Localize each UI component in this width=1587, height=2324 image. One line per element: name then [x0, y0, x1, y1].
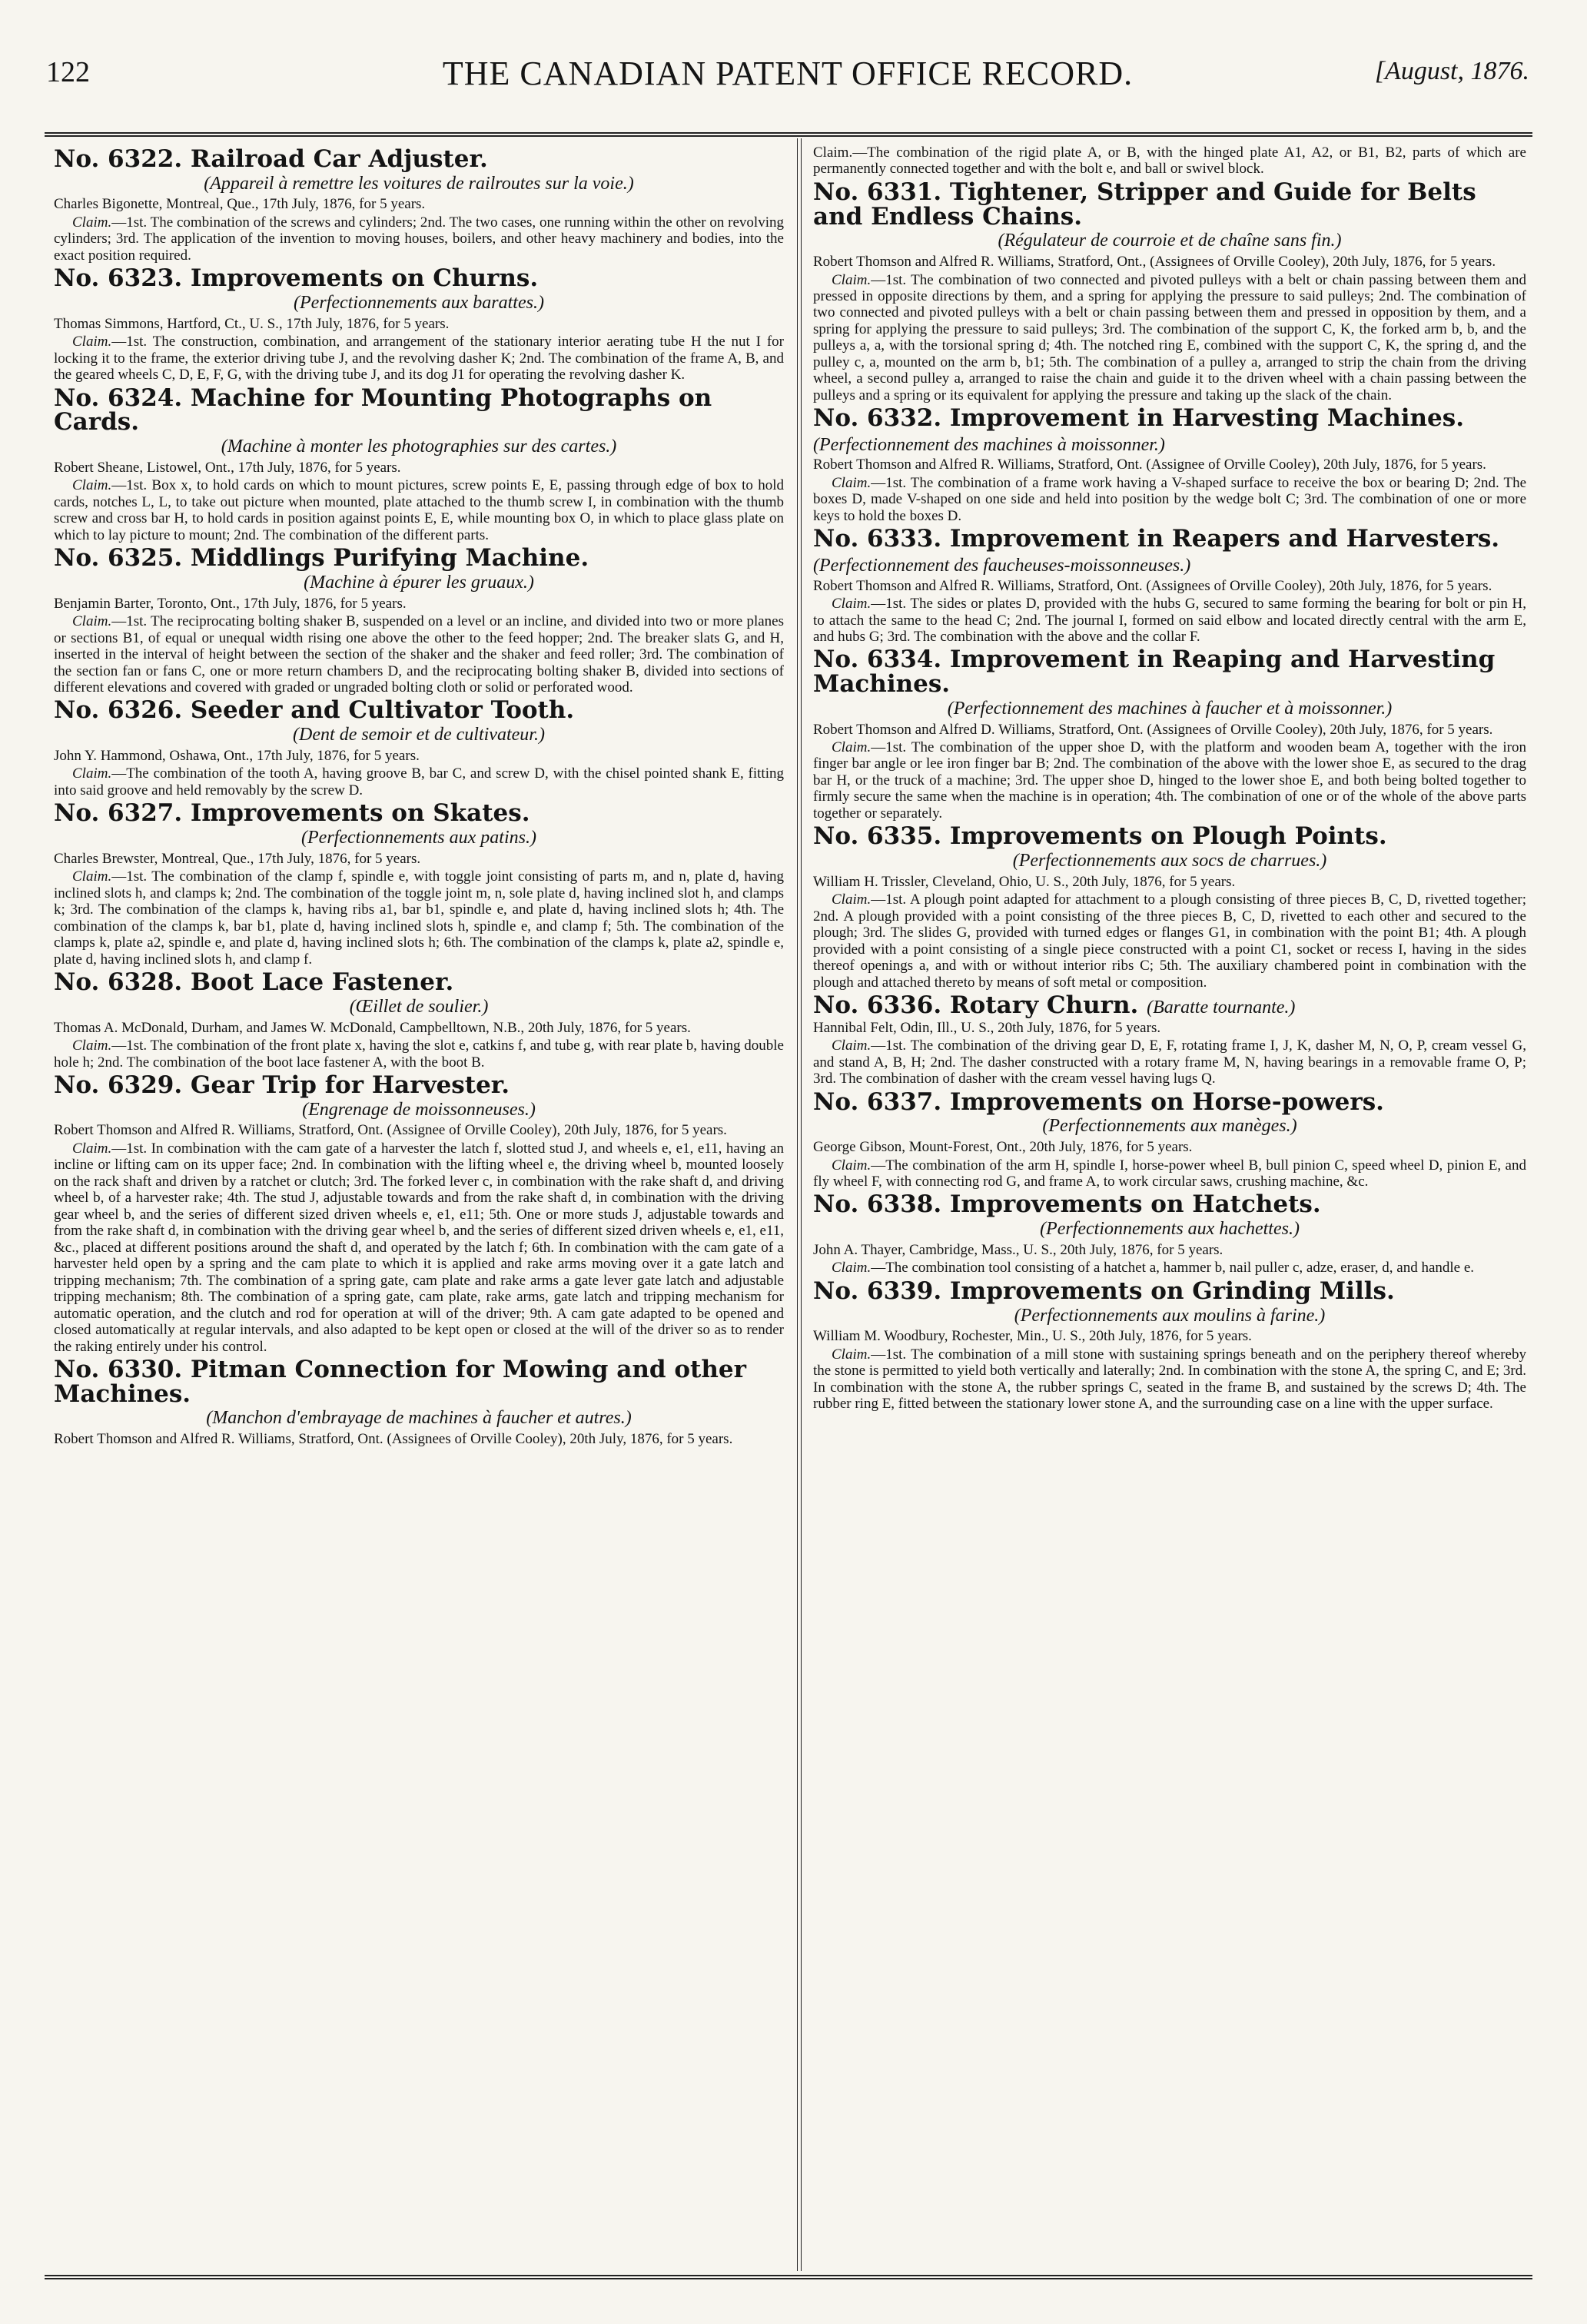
- claim-text: —1st. The combination of the upper shoe D, with the platform and wooden beam A, together with the iron finger bar angle or lee iron finger bar B; 2nd. The combination of the above with the lower shoe E, as secured to the drag bar H, or the truck of a machine; 3rd. The upper shoe D, hinged to the lower shoe E, and both being bolted together to firmly secure the same when the machine is in operation; 4th. The combination of one or of the whole of the above parts together or separately.: [813, 739, 1526, 822]
- patentee-line: Charles Brewster, Montreal, Que., 17th July, 1876, for 5 years.: [54, 850, 421, 867]
- claim-paragraph: [813, 1157, 1526, 1190]
- claim-paragraph: [813, 272, 1526, 404]
- invention-name: Gear Trip for Harvester.: [190, 1071, 510, 1099]
- patent-entry: [54, 1071, 784, 1355]
- claim-paragraph: [813, 739, 1526, 822]
- claim-label: Claim.: [832, 891, 872, 908]
- patent-entry: [813, 527, 1526, 645]
- claim-paragraph: [813, 596, 1526, 645]
- invention-name: Improvements on Hatchets.: [949, 1190, 1321, 1219]
- patentee-line: Hannibal Felt, Odin, Ill., U. S., 20th July, 1876, for 5 years.: [813, 1019, 1161, 1036]
- patent-entry: [813, 404, 1526, 524]
- claim-paragraph: [813, 475, 1526, 524]
- claim-paragraph: [54, 477, 784, 543]
- patentee-line: John Y. Hammond, Oshawa, Ont., 17th July, 1876, for 5 years.: [54, 747, 420, 764]
- entry-title: [813, 1277, 1526, 1305]
- claim-label: Claim.: [832, 1346, 872, 1363]
- patent-number: No. 6324.: [54, 383, 183, 412]
- french-title: (Dent de semoir et de cultivateur.): [293, 725, 545, 745]
- entry-title: [54, 1358, 784, 1406]
- claim-paragraph: [54, 214, 784, 264]
- invention-name: Improvement in Harvesting Machines.: [949, 404, 1465, 433]
- patent-entry: [54, 1358, 784, 1448]
- patent-entry: [813, 1087, 1526, 1190]
- entry-title: [54, 968, 784, 997]
- invention-name: Rotary Churn.: [949, 991, 1139, 1020]
- french-title: (Machine à monter les photographies sur des cartes.): [221, 436, 617, 456]
- entry-title: [813, 822, 1526, 851]
- french-title: (Machine à épurer les gruaux.): [304, 572, 534, 593]
- right-column: [813, 144, 1526, 2266]
- entry-title: [813, 646, 1526, 699]
- patent-number: No. 6330.: [54, 1356, 183, 1384]
- claim-label: Claim.: [832, 596, 872, 613]
- claim-text: —1st. The reciprocating bolting shaker B, suspended on a level or an incline, and divided into two or more planes or sections B1, of equal or unequal width rising one above the other to the feed hopper; 2nd. The breaker slats G, and H, inserted in the interval of height between the section of the shaker and the shaker and feed roller; 3rd. The combination of the section fan or fans C, one or more return chambers D, and the reciprocating bolting shaker B, divided into sections of different elevations and covered with graded or ungraded bolting cloth or solid or perforated wood.: [54, 613, 784, 696]
- claim-paragraph: [54, 765, 784, 798]
- claim-label: Claim.: [72, 477, 112, 494]
- patentee-line: Charles Bigonette, Montreal, Que., 17th July, 1876, for 5 years.: [54, 196, 426, 213]
- invention-name: Improvement in Reapers and Harvesters.: [949, 525, 1500, 553]
- entry-title: [54, 696, 784, 725]
- patent-entry: [813, 648, 1526, 822]
- patentee-line: William H. Trissler, Cleveland, Ohio, U. S., 20th July, 1876, for 5 years.: [813, 873, 1236, 890]
- claim-text: —1st. The combination of a frame work having a V-shaped surface to receive the box or bearing D; 2nd. The boxes D, made V-shaped on one side and held into position by the wedge bolt C; 3rd. The combination of one or more keys to hold the boxes D.: [813, 474, 1526, 524]
- claim-label: Claim.: [832, 1157, 872, 1174]
- claim-paragraph: [813, 891, 1526, 991]
- french-title: (Perfectionnement des faucheuses-moissonneuses.): [813, 555, 1191, 576]
- claim-label: Claim.: [832, 739, 872, 755]
- patent-entry: [54, 546, 784, 696]
- claim-label: Claim.: [72, 868, 112, 885]
- entry-title: [813, 527, 1526, 576]
- claim-text: —1st. The combination of the front plate x, having the slot e, catkins f, and tube g, with rear plate b, having double hole h; 2nd. The combination of the boot lace fastener A, with the boot B.: [54, 1038, 784, 1071]
- patentee-line: Benjamin Barter, Toronto, Ont., 17th July, 1876, for 5 years.: [54, 595, 407, 612]
- claim-text: —1st. A plough point adapted for attachment to a plough consisting of three pieces B, C, D, rivetted together; 2nd. A plough provided with a point consisting of the three pieces B, C, D, rivetted to each other and secured to the plough; 3rd. The slides G, provided with turned edges or flanges G1, in combination with the point B1; 4th. A plough provided with a point consisting of a single piece constructed with a point C1, socket or recess I, having in the sides thereof openings a, and with or without interior ribs C; 5th. The auxiliary chambered point in combination with the plough and attached thereto by means of soft metal or composition.: [813, 891, 1526, 991]
- invention-name: Improvements on Horse-powers.: [949, 1087, 1384, 1116]
- invention-name: Improvements on Skates.: [190, 799, 530, 828]
- patent-entry: [54, 799, 784, 968]
- french-title: (Perfectionnements aux manèges.): [1042, 1116, 1297, 1137]
- french-title: (Œillet de soulier.): [349, 996, 489, 1017]
- claim-paragraph: [54, 613, 784, 696]
- entry-title: [54, 1071, 784, 1099]
- patent-number: No. 6327.: [54, 799, 183, 828]
- journal-title: THE CANADIAN PATENT OFFICE RECORD.: [442, 55, 1134, 92]
- claim-text: —1st. The combination of two connected and pivoted pulleys with a belt or chain passing between them and pressed in opposite directions by them, and a spring for applying the pressure to said pulleys; 2nd. The combination of two connected and pivoted pulleys with a belt or chain passing between them and pressed in opposition by them, and a spring for applying the pressure to said pulleys; 3rd. The combination of the support C, K, the forked arm b, b, and the pulleys a, a, with the torsional spring d; 4th. The notched ring E, combined with the support C, K, the spring d, and the pulley c, a, mounted on the arm b, b1; 5th. The combination of a pulley a, arranged to strip the chain from the driving wheel, a second pulley a, arranged to raise the chain and guide it to the driven wheel with a chain passing between the pulleys and a spring or its equivalent for applying the pressure and taking up the slack of the chain.: [813, 271, 1526, 403]
- claim-text: —1st. The combination of a mill stone with sustaining springs beneath and on the periphery thereof whereby the stone is permitted to yield both vertically and laterally; 2nd. In combination with the stone A, the spring C, and E; 3rd. In combination with the stone A, the rubber springs C, seated in the frame B, and sustained by the screws D; 4th. The rubber ring E, fitted between the stationary lower stone A, and the surrounding case on a line with the upper surface.: [813, 1346, 1526, 1413]
- entry-title: [54, 799, 784, 828]
- claim-text: —1st. The construction, combination, and arrangement of the stationary interior aerating tube H the nut I for locking it to the frame, the exterior driving tube J, and the revolving dasher K; 2nd. The combination of the frame A, B, and the geared wheels C, D, E, F, G, with the driving tube J, and its dog J1 for operating the revolving dasher K.: [54, 334, 784, 383]
- patent-entry: [813, 1277, 1526, 1413]
- claim-paragraph: [813, 1038, 1526, 1087]
- claim-label: Claim.: [832, 1038, 872, 1054]
- page-number: 122: [46, 56, 90, 88]
- patentee-line: Robert Sheane, Listowel, Ont., 17th July, 1876, for 5 years.: [54, 459, 401, 476]
- french-title: (Engrenage de moissonneuses.): [302, 1099, 536, 1120]
- french-title: (Perfectionnements aux patins.): [301, 827, 536, 848]
- claim-text: —1st. Box x, to hold cards on which to mount pictures, screw points E, E, passing through edge of box to hold cards, notches L, L, to take out picture when mounted, plate attached to the thumb screw I, in combination with the thumb screw and cross bar H, to hold cards in position against points E, E, while mounting box O, in which to place glass plate on which to lay picture to mount; 2nd. The combination of the different parts.: [54, 477, 784, 543]
- patent-number: No. 6332.: [813, 404, 942, 433]
- claim-label: Claim.: [72, 334, 112, 350]
- patent-entry: [54, 383, 784, 543]
- claim-paragraph: [813, 1260, 1526, 1276]
- claim-label: Claim.: [832, 271, 872, 288]
- patent-entry: [813, 822, 1526, 991]
- french-title: (Perfectionnements aux barattes.): [294, 292, 544, 313]
- invention-name: Seeder and Cultivator Tooth.: [190, 696, 575, 725]
- patent-entry: [813, 991, 1526, 1087]
- patent-number: No. 6333.: [813, 525, 942, 553]
- patent-number: No. 6331.: [813, 178, 942, 206]
- claim-text: —1st. The combination of the clamp f, spindle e, with toggle joint consisting of parts m, and n, plate d, having inclined slots h, and clamps k; 2nd. The combination of the toggle joint m, n, sole plate d, having inclined slot h, and clamps k; 3rd. The combination of the clamps k, having ribs a1, bar b1, spindle e, and plate d, having inclined slots h; 4th. The combination of the clamps k, bar b1, plate d, having inclined slots h, spindle e, and clamp f; 5th. The combination of the clamps k, plate a2, spindle e, and plate d, having inclined slots h; 6th. The combination of the clamps k, plate a2, spindle e, plate d, having inclined slots h, and clamp f.: [54, 868, 784, 968]
- french-title: (Baratte tournante.): [1147, 998, 1296, 1018]
- french-title: (Régulateur de courroie et de chaîne sans fin.): [998, 231, 1342, 251]
- french-title: (Manchon d'embrayage de machines à faucher et autres.): [206, 1408, 632, 1429]
- patentee-line: Thomas A. McDonald, Durham, and James W. McDonald, Campbelltown, N.B., 20th July, 1876, for 5 years.: [54, 1019, 691, 1036]
- invention-name: Tightener, Stripper and Guide for Belts and Endless Chains.: [813, 178, 1476, 231]
- invention-name: Improvements on Grinding Mills.: [949, 1277, 1395, 1305]
- claim-label: Claim.: [72, 214, 112, 231]
- claim-label: Claim.: [72, 613, 112, 630]
- patent-entry: [54, 696, 784, 798]
- patentee-line: Robert Thomson and Alfred R. Williams, Stratford, Ont., (Assignees of Orville Cooley), 20th July, 1876, for 5 years.: [813, 254, 1496, 271]
- patent-number: No. 6323.: [54, 264, 183, 293]
- entry-title: [813, 178, 1526, 231]
- page-header: [46, 51, 1529, 105]
- claim-label: Claim.: [72, 765, 112, 782]
- patent-number: No. 6334.: [813, 646, 942, 674]
- patent-number: No. 6322.: [54, 145, 183, 173]
- invention-name: Pitman Connection for Mowing and other Machines.: [54, 1356, 746, 1408]
- invention-name: Boot Lace Fastener.: [190, 968, 454, 997]
- claim-paragraph: [54, 1140, 784, 1355]
- claim-label: Claim.: [832, 474, 872, 491]
- invention-name: Railroad Car Adjuster.: [190, 145, 488, 173]
- patent-number: No. 6339.: [813, 1277, 942, 1305]
- patent-number: No. 6326.: [54, 696, 183, 725]
- claim-paragraph: [54, 334, 784, 383]
- french-title: (Perfectionnements aux moulins à farine.): [1014, 1305, 1326, 1326]
- patentee-line: Robert Thomson and Alfred R. Williams, Stratford, Ont. (Assignees of Orville Cooley), 20th July, 1876, for 5 years.: [54, 1431, 733, 1448]
- claim-paragraph: [54, 868, 784, 968]
- claim-label: Claim.: [832, 1260, 872, 1277]
- invention-name: Improvement in Reaping and Harvesting Machines.: [813, 646, 1496, 699]
- claim-text: —1st. The combination of the driving gear D, E, F, rotating frame I, J, K, dasher M, N, O, P, cream vessel G, and stand A, B, H; 2nd. The dasher constructed with a rotary frame M, N, having bearings in a removable frame O, P; 3rd. The combination of dasher with the cream vessel having lugs Q.: [813, 1038, 1526, 1087]
- patent-number: No. 6329.: [54, 1071, 183, 1099]
- patentee-line: George Gibson, Mount-Forest, Ont., 20th July, 1876, for 5 years.: [813, 1139, 1193, 1156]
- patent-number: No. 6337.: [813, 1087, 942, 1116]
- french-title: (Perfectionnement des machines à faucher et à moissonner.): [947, 698, 1393, 719]
- claim-text: —1st. The combination of the screws and cylinders; 2nd. The two cases, one running within the other on revolving cylinders; 3rd. The application of the invention to moving houses, boilers, and other heavy machinery and bodies, into the exact position required.: [54, 214, 784, 264]
- invention-name: Improvements on Plough Points.: [949, 822, 1387, 851]
- claim-label: Claim.: [813, 144, 853, 161]
- claim-paragraph: [54, 1038, 784, 1071]
- continuation-claim: [813, 144, 1526, 178]
- invention-name: Improvements on Churns.: [190, 264, 539, 293]
- french-title: (Appareil à remettre les voitures de railroutes sur la voie.): [204, 173, 634, 194]
- claim-text: —The combination tool consisting of a hatchet a, hammer b, nail puller c, adze, eraser, d, and handle e.: [871, 1260, 1475, 1277]
- entry-title: [813, 991, 1526, 1020]
- claim-label: Claim.: [72, 1038, 112, 1054]
- entry-title: [54, 264, 784, 293]
- patent-number: No. 6338.: [813, 1190, 942, 1219]
- french-title: (Perfectionnements aux socs de charrues.): [1012, 850, 1327, 871]
- invention-name: Machine for Mounting Photographs on Cards.: [54, 383, 712, 437]
- patentee-line: Robert Thomson and Alfred R. Williams, Stratford, Ont. (Assignee of Orville Cooley), 20th July, 1876, for 5 years.: [813, 456, 1486, 473]
- french-title: (Perfectionnements aux hachettes.): [1040, 1219, 1300, 1240]
- entry-title: [813, 404, 1526, 455]
- patentee-line: John A. Thayer, Cambridge, Mass., U. S., 20th July, 1876, for 5 years.: [813, 1241, 1223, 1258]
- patentee-line: Thomas Simmons, Hartford, Ct., U. S., 17th July, 1876, for 5 years.: [54, 315, 450, 332]
- claim-text: —The combination of the arm H, spindle I, horse-power wheel B, bull pinion C, speed wheel D, pinion E, and fly wheel F, with connecting rod G, and frame A, to work circular saws, crushing machine, &c.: [813, 1157, 1526, 1190]
- invention-name: Middlings Purifying Machine.: [190, 544, 589, 573]
- patentee-line: Robert Thomson and Alfred D. Williams, Stratford, Ont. (Assignees of Orville Cooley), 20th July, 1876, for 5 years.: [813, 721, 1493, 738]
- patent-number: No. 6325.: [54, 544, 183, 573]
- claim-paragraph: [813, 1346, 1526, 1413]
- patentee-line: William M. Woodbury, Rochester, Min., U. S., 20th July, 1876, for 5 years.: [813, 1328, 1252, 1345]
- patent-entry: [813, 1190, 1526, 1277]
- claim-text: —The combination of the rigid plate A, or B, with the hinged plate A1, A2, or B1, B2, parts of which are permanently connected together and with the bolt e, and ball or swivel block.: [813, 144, 1526, 178]
- patent-entry: [54, 264, 784, 383]
- patentee-line: Robert Thomson and Alfred R. Williams, Stratford, Ont. (Assignees of Orville Cooley), 20th July, 1876, for 5 years.: [813, 577, 1492, 594]
- claim-text: —1st. The sides or plates D, provided with the hubs G, secured to same forming the bearing for bolt or pin H, to attach the same to the head C; 2nd. The journal I, formed on said elbow and located directly central with the arm E, and hubs G; 3rd. The combination with the above and the collar F.: [813, 596, 1526, 645]
- entry-title: [54, 383, 784, 437]
- patentee-line: Robert Thomson and Alfred R. Williams, Stratford, Ont. (Assignee of Orville Cooley), 20th July, 1876, for 5 years.: [54, 1122, 727, 1139]
- claim-text: —1st. In combination with the cam gate of a harvester the latch f, slotted stud J, and wheels e, e1, e11, having an incline or lifting cam on its upper face; 2nd. In combination with the lifting wheel e, the driving wheel b, mounted loosely on the rack shaft and driven by a ratchet or clutch; 3rd. The forked lever c, in combination with the rake shaft d, and driving wheel b, of a harvester rake; 4th. The stud J, adjustable towards and from the rake shaft d, in combination with the driving gear wheel b, and the series of different sized driven wheels e, e1, e11; 5th. One or more studs J, adjustable towards and from the rake shaft d, in combination with the driving gear wheel b, and the series of different sized driven wheels e, e1, e11, &c., placed at different positions around the shaft d, and operated by the latch f; 6th. In combination with the cam gate of a harvester held open by a spring and the cam plate to which it is applied and rake arms moving over it a gate latch and tripping mechanism; 7th. The combination of a spring gate, cam plate and rake arms a gate lever gate latch and adjustable tripping mechanism; 8th. The combination of a spring gate, cam plate, rake arms, gate latch and tripping mechanism for automatic operation, and the clutch and rod for operation at will of the driver; 9th. A cam gate adapted to be opened and closed automatically at regular intervals, and also adapted to be kept open or closed at the will of the driver so as to render the raking entirely under his control.: [54, 1140, 784, 1355]
- entry-title: [54, 145, 784, 173]
- entry-title: [813, 1190, 1526, 1219]
- patent-entry: [54, 968, 784, 1071]
- patent-entry: [54, 145, 784, 264]
- left-column: [54, 144, 784, 2266]
- entry-title: [54, 546, 784, 571]
- patent-entry: [813, 178, 1526, 403]
- claim-label: Claim.: [72, 1140, 112, 1157]
- issue-date: [August, 1876.: [1374, 57, 1529, 85]
- claim-text: —The combination of the tooth A, having groove B, bar C, and screw D, with the chisel pointed shank E, fitting into said groove and held removably by the screw D.: [54, 765, 784, 798]
- entry-title: [813, 1087, 1526, 1116]
- patent-number: No. 6328.: [54, 968, 183, 997]
- french-title: (Perfectionnement des machines à moissonner.): [813, 434, 1165, 455]
- patent-number: No. 6335.: [813, 822, 942, 851]
- column-divider: [797, 138, 802, 2271]
- patent-number: No. 6336.: [813, 991, 942, 1020]
